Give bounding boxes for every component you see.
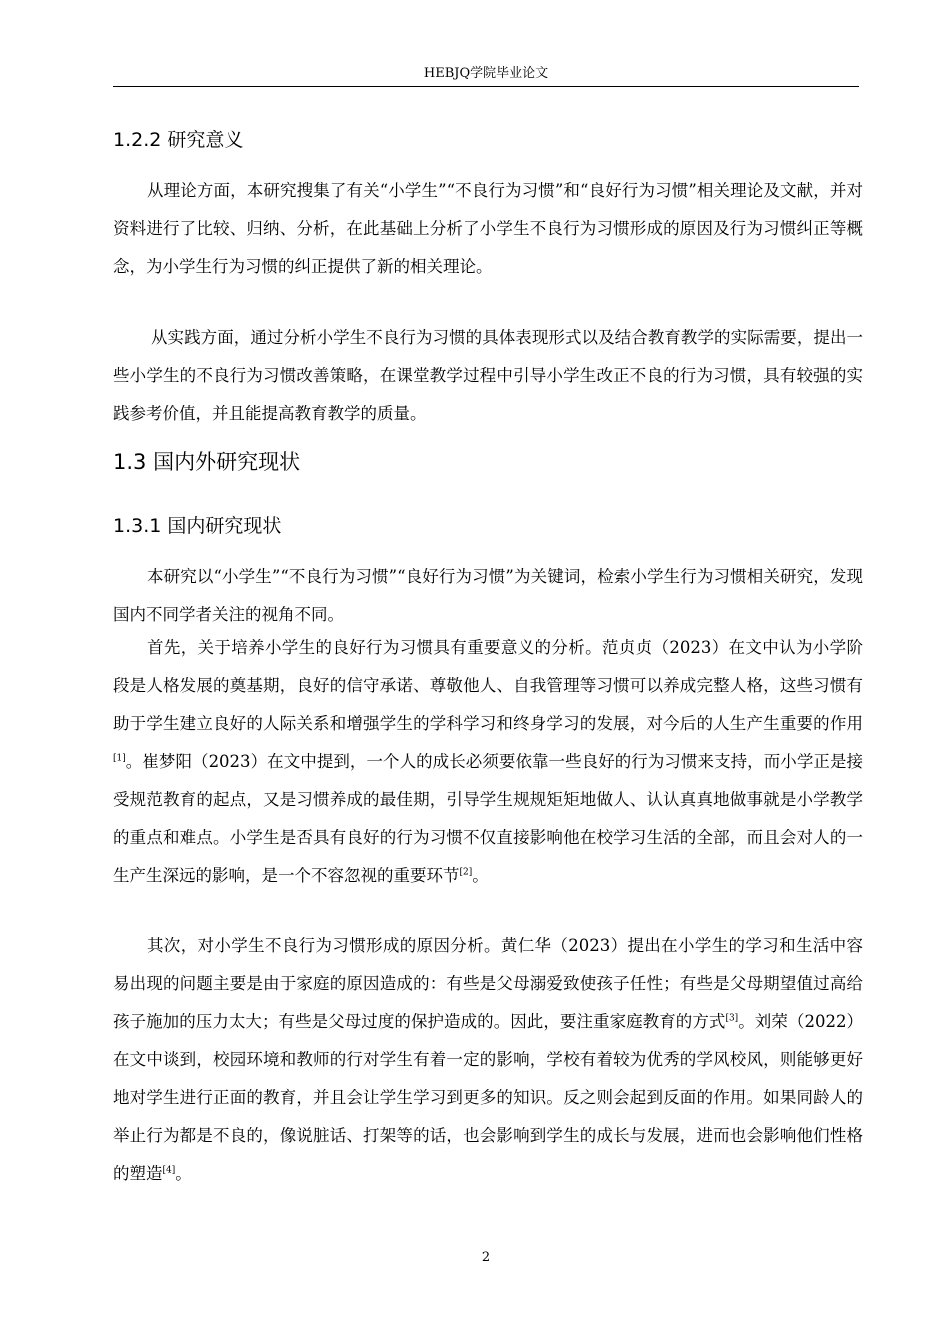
- section-heading-1-2-2: 1.2.2 研究意义: [113, 129, 244, 151]
- paragraph-first-text-a: 首先，关于培养小学生的良好行为习惯具有重要意义的分析。范贞贞（2023）在文中认为小学阶段是人格发展的奠基期，良好的信守承诺、尊敬他人、自我管理等习惯可以养成完整人格，这些习惯有助于学生建立良好的人际关系和增强学生的学科学习和终身学习的发展，对今后的人生产生重要的作用: [113, 638, 863, 733]
- paragraph-first-text-c: 。: [472, 866, 489, 885]
- page-number: 2: [481, 1250, 491, 1265]
- paragraph-theory: 从理论方面，本研究搜集了有关“小学生”“不良行为习惯”和“良好行为习惯”相关理论及文献，并对资料进行了比较、归纳、分析，在此基础上分析了小学生不良行为习惯形成的原因及行为习惯纠正等概念，为小学生行为习惯的纠正提供了新的相关理论。: [113, 181, 863, 276]
- paragraph-first-text-b: 。崔梦阳（2023）在文中提到，一个人的成长必须要依靠一些良好的行为习惯来支持，而小学正是接受规范教育的起点，又是习惯养成的最佳期，引导学生规规矩矩地做人、认认真真地做事就是小学教学的重点和难点。小学生是否具有良好的行为习惯不仅直接影响他在校学习生活的全部，而且会对人的一生产生深远的影响，是一个不容忽视的重要环节: [113, 752, 863, 885]
- running-header: HEBJQ学院毕业论文: [423, 66, 549, 81]
- section-heading-1-3-1: 1.3.1 国内研究现状: [113, 515, 282, 537]
- paragraph-second-text-b: 。刘荣（2022）在文中谈到，校园环境和教师的行对学生有着一定的影响，学校有着较为优秀的学风校风，则能够更好地对学生进行正面的教育，并且会让学生学习到更多的知识。反之则会起到反面的作用。如果同龄人的举止行为都是不良的，像说脏话、打架等的话，也会影响到学生的成长与发展，进而也会影响他们性格的塑造: [113, 1012, 863, 1183]
- paragraph-intro: 本研究以“小学生”“不良行为习惯”“良好行为习惯”为关键词，检索小学生行为习惯相关研究，发现国内不同学者关注的视角不同。: [113, 567, 863, 624]
- citation-1: [1]: [113, 753, 126, 764]
- paragraph-second-text-c: 。: [175, 1164, 192, 1183]
- paragraph-second-text-a: 其次，对小学生不良行为习惯形成的原因分析。黄仁华（2023）提出在小学生的学习和生活中容易出现的问题主要是由于家庭的原因造成的：有些是父母溺爱致使孩子任性；有些是父母期望值过高给孩子施加的压力太大；有些是父母过度的保护造成的。因此，要注重家庭教育的方式: [113, 936, 863, 1031]
- paragraph-first: [113, 629, 863, 895]
- citation-3: [3]: [725, 1013, 739, 1024]
- paragraph-second: [113, 927, 863, 1193]
- citation-2: [2]: [459, 867, 473, 878]
- paragraph-practice: 从实践方面，通过分析小学生不良行为习惯的具体表现形式以及结合教育教学的实际需要，提出一些小学生的不良行为习惯改善策略，在课堂教学过程中引导小学生改正不良的行为习惯，具有较强的实践参考价值，并且能提高教育教学的质量。: [113, 328, 863, 423]
- citation-4: [4]: [162, 1165, 176, 1176]
- header-divider: [113, 86, 859, 87]
- section-heading-1-3: 1.3 国内外研究现状: [113, 450, 301, 474]
